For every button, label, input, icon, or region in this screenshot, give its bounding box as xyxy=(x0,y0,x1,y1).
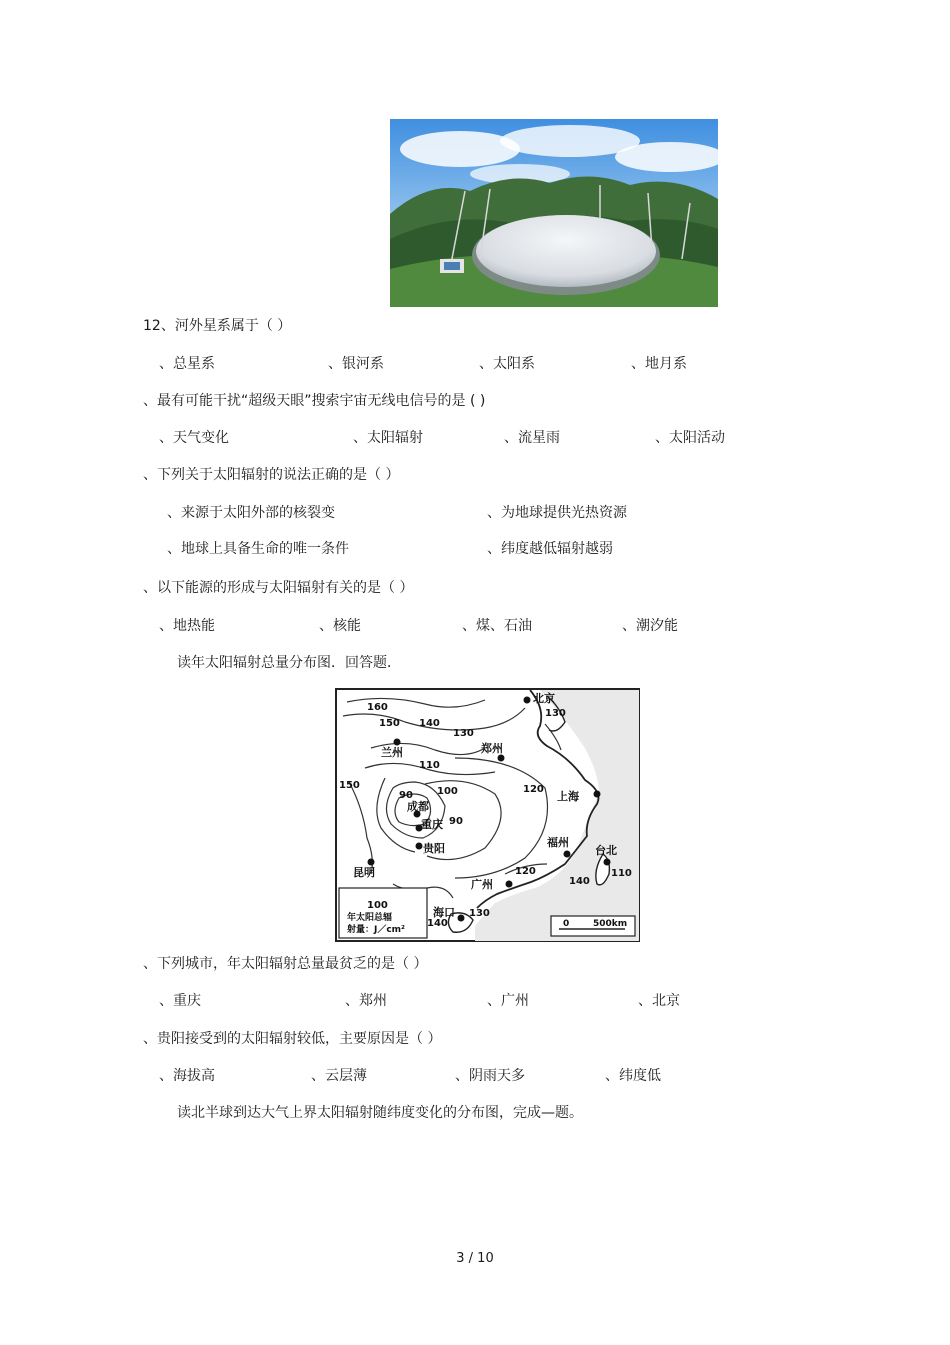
option-a[interactable]: 、重庆 xyxy=(159,993,201,1009)
isoline-label: 130 xyxy=(453,728,474,739)
city-dot-shanghai xyxy=(594,791,601,798)
city-label: 北京 xyxy=(533,692,555,705)
option-a[interactable]: 、海拔高 xyxy=(159,1068,215,1084)
option-b[interactable]: 、太阳辐射 xyxy=(353,430,423,446)
isoline-label: 120 xyxy=(523,784,544,795)
option-b[interactable]: 、银河系 xyxy=(328,356,384,372)
city-dot-lanzhou xyxy=(394,739,401,746)
option-b[interactable]: 、云层薄 xyxy=(311,1068,367,1084)
legend-line-2: 射量：J／cm² xyxy=(347,925,406,935)
option-c[interactable]: 、广州 xyxy=(487,993,529,1009)
isoline-label: 150 xyxy=(339,780,360,791)
option-a[interactable]: 、来源于太阳外部的核裂变 xyxy=(167,505,335,521)
question-15-stem: 、以下能源的形成与太阳辐射有关的是（ ） xyxy=(143,580,414,596)
solar-radiation-map xyxy=(335,688,640,942)
option-d[interactable]: 、潮汐能 xyxy=(622,618,678,634)
city-dot-fuzhou xyxy=(564,851,571,858)
city-label: 海口 xyxy=(433,906,455,919)
option-d[interactable]: 、地月系 xyxy=(631,356,687,372)
option-a[interactable]: 、总星系 xyxy=(159,356,215,372)
question-14-stem: 、下列关于太阳辐射的说法正确的是（ ） xyxy=(143,467,400,483)
isoline-label: 100 xyxy=(437,786,458,797)
option-b[interactable]: 、核能 xyxy=(319,618,361,634)
city-label: 兰州 xyxy=(381,746,403,759)
city-label: 台北 xyxy=(595,844,617,857)
legend-line-1: 年太阳总辐 xyxy=(347,913,393,923)
city-dot-guangzhou xyxy=(506,881,513,888)
isoline-label: 140 xyxy=(419,718,440,729)
isoline-label: 150 xyxy=(379,718,400,729)
isoline-label: 130 xyxy=(545,708,566,719)
city-dot-kunming xyxy=(368,859,375,866)
option-d[interactable]: 、纬度低 xyxy=(605,1068,661,1084)
option-b[interactable]: 、为地球提供光热资源 xyxy=(487,505,627,521)
city-label: 广州 xyxy=(471,878,493,891)
isoline-label: 160 xyxy=(367,702,388,713)
question-12-stem: 12、河外星系属于（ ） xyxy=(143,318,292,334)
option-d[interactable]: 、太阳活动 xyxy=(655,430,725,446)
map-intro: 读年太阳辐射总量分布图．回答题． xyxy=(177,655,401,671)
city-dot-beijing xyxy=(524,697,531,704)
option-d[interactable]: 、纬度越低辐射越弱 xyxy=(487,541,613,557)
isoline-label: 110 xyxy=(611,868,632,879)
city-label: 上海 xyxy=(557,790,579,803)
isoline-label: 90 xyxy=(399,790,413,801)
fast-telescope-photo xyxy=(390,119,718,307)
isoline-label: 140 xyxy=(569,876,590,887)
question-16-stem: 、下列城市，年太阳辐射总量最贫乏的是（ ） xyxy=(143,956,428,972)
city-dot-taipei xyxy=(604,859,611,866)
option-c[interactable]: 、地球上具备生命的唯一条件 xyxy=(167,541,349,557)
chart-intro: 读北半球到达大气上界太阳辐射随纬度变化的分布图，完成—题。 xyxy=(177,1105,583,1121)
city-label: 成都 xyxy=(407,800,429,813)
city-dot-guiyang xyxy=(416,843,423,850)
city-dot-zhengzhou xyxy=(498,755,505,762)
option-a[interactable]: 、天气变化 xyxy=(159,430,229,446)
option-b[interactable]: 、郑州 xyxy=(345,993,387,1009)
option-d[interactable]: 、北京 xyxy=(638,993,680,1009)
city-dot-haikou xyxy=(458,915,465,922)
option-c[interactable]: 、阴雨天多 xyxy=(455,1068,525,1084)
isoline-label: 110 xyxy=(419,760,440,771)
scale-zero: 0 xyxy=(563,919,570,929)
city-label: 福州 xyxy=(547,836,569,849)
isoline-label: 140 xyxy=(427,918,448,929)
option-c[interactable]: 、太阳系 xyxy=(479,356,535,372)
question-13-stem: 、最有可能干扰“超级天眼”搜索宇宙无线电信号的是 ( ) xyxy=(143,393,486,409)
city-label: 昆明 xyxy=(353,866,375,879)
isoline-label: 120 xyxy=(515,866,536,877)
option-c[interactable]: 、流星雨 xyxy=(504,430,560,446)
isoline-label: 130 xyxy=(469,908,490,919)
city-label: 重庆 xyxy=(421,818,443,831)
option-a[interactable]: 、地热能 xyxy=(159,618,215,634)
isoline-label: 90 xyxy=(449,816,463,827)
city-label: 郑州 xyxy=(481,742,503,755)
question-17-stem: 、贵阳接受到的太阳辐射较低，主要原因是（ ） xyxy=(143,1031,442,1047)
isoline-label: 100 xyxy=(367,900,388,911)
city-label: 贵阳 xyxy=(423,842,445,855)
page-number: 3 / 10 xyxy=(456,1251,494,1266)
scale-label: 500km xyxy=(593,919,628,929)
option-c[interactable]: 、煤、石油 xyxy=(462,618,532,634)
